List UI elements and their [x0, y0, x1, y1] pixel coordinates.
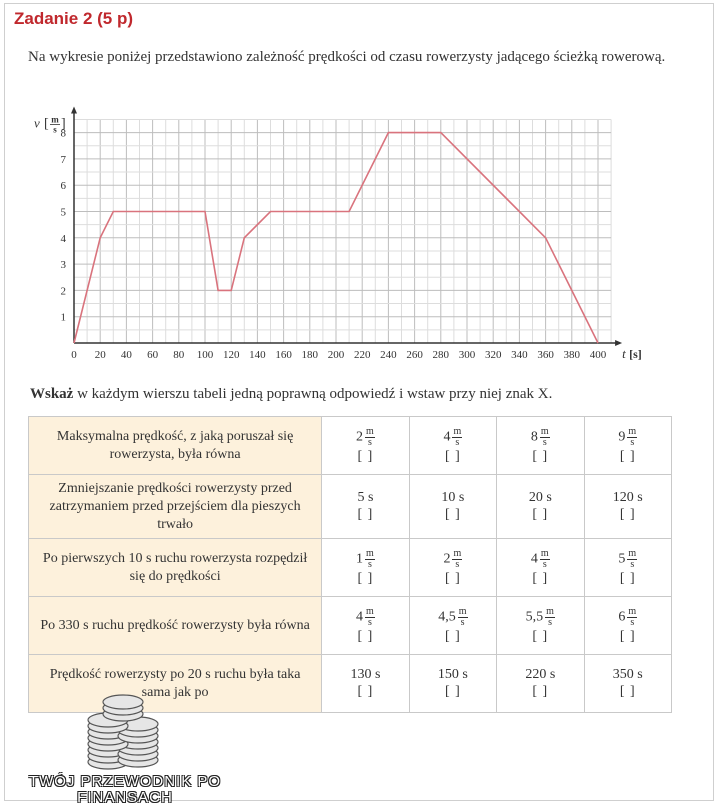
answer-checkbox[interactable]: [ ]: [357, 628, 374, 644]
x-axis-label: t: [622, 346, 626, 361]
y-tick-label: 2: [60, 285, 66, 298]
x-tick-label: 300: [458, 349, 476, 361]
option-label: [613, 490, 643, 506]
unit-denominator: s: [455, 558, 460, 570]
unit-denominator: s: [367, 558, 372, 570]
table-row: [29, 597, 672, 655]
answer-checkbox[interactable]: [ ]: [532, 507, 549, 522]
unit-denominator: s: [630, 616, 635, 628]
option-value: 130 s: [350, 667, 381, 682]
unit-denominator: s: [542, 436, 547, 448]
unit-numerator: m: [366, 605, 374, 617]
answer-option[interactable]: [497, 475, 584, 539]
table-row: [29, 475, 672, 539]
y-tick-label: 6: [60, 180, 66, 193]
option-value: 6: [618, 609, 626, 625]
unit-numerator: m: [453, 547, 462, 559]
question-cell: Po 330 s ruchu prędkość rowerzysty była równa: [29, 597, 322, 655]
option-value: 8: [530, 429, 538, 445]
answer-option[interactable]: [409, 597, 496, 655]
answer-checkbox[interactable]: [ ]: [357, 448, 374, 464]
option-value: 10 s: [441, 490, 465, 505]
option-label: [438, 607, 467, 628]
unit-fraction: [365, 607, 375, 628]
answer-checkbox[interactable]: [ ]: [532, 448, 549, 464]
option-value: 9: [618, 429, 626, 445]
x-axis-unit: [s]: [629, 347, 642, 361]
answer-option[interactable]: [322, 597, 409, 655]
unit-denominator: s: [367, 436, 372, 448]
answer-option[interactable]: [322, 417, 409, 475]
option-label: [356, 607, 375, 628]
y-tick-label: 3: [60, 259, 66, 272]
unit-fraction: [545, 607, 555, 628]
unit-denominator: s: [460, 616, 465, 628]
option-value: 5: [618, 551, 626, 567]
instruction-bold: Wskaż: [30, 386, 74, 402]
x-tick-label: 380: [563, 349, 581, 361]
answer-checkbox[interactable]: [ ]: [619, 448, 636, 464]
unit-fraction: [627, 607, 637, 628]
unit-numerator: m: [628, 547, 637, 559]
unit-fraction: [458, 607, 468, 628]
option-value: 120 s: [612, 490, 643, 505]
y-tick-label: 5: [60, 206, 66, 219]
option-value: 150 s: [437, 667, 468, 682]
unit-fraction: [627, 549, 637, 570]
answer-checkbox[interactable]: [ ]: [532, 684, 549, 699]
unit-denominator: s: [542, 558, 547, 570]
option-label: [618, 427, 637, 448]
x-tick-label: 280: [432, 349, 450, 361]
y-tick-label: 4: [60, 232, 66, 245]
answer-checkbox[interactable]: [ ]: [357, 570, 374, 586]
x-tick-label: 40: [120, 349, 132, 361]
y-tick-label: 7: [60, 153, 66, 166]
option-value: 4: [356, 609, 364, 625]
option-label: [443, 427, 462, 448]
x-tick-label: 260: [406, 349, 423, 361]
y-tick-label: 1: [60, 311, 66, 324]
unit-denominator: s: [630, 436, 635, 448]
option-label: [618, 607, 637, 628]
watermark-text: [0, 774, 250, 806]
answer-checkbox[interactable]: [ ]: [357, 684, 374, 699]
x-tick-label: 120: [222, 349, 240, 361]
answer-checkbox[interactable]: [ ]: [444, 570, 461, 586]
option-value: 5,5: [525, 609, 544, 625]
answer-option[interactable]: [409, 655, 496, 713]
y-unit-numerator: m: [51, 114, 59, 125]
answer-option[interactable]: [584, 539, 671, 597]
instruction-rest: w każdym wierszu tabeli jedną poprawną odpowiedź i wstaw przy niej znak X.: [73, 386, 553, 402]
option-value: 4,5: [438, 609, 456, 625]
x-tick-label: 240: [380, 349, 397, 361]
option-label: [350, 667, 380, 683]
x-tick-label: 140: [249, 349, 266, 361]
x-tick-label: 220: [353, 349, 371, 361]
x-tick-label: 60: [147, 349, 159, 361]
answer-option[interactable]: [497, 539, 584, 597]
task-title: Zadanie 2 (5 p): [14, 9, 134, 28]
x-tick-label: 100: [196, 349, 214, 361]
answer-checkbox[interactable]: [ ]: [619, 570, 636, 586]
unit-numerator: m: [628, 605, 637, 617]
option-value: 2: [356, 429, 364, 445]
answer-option[interactable]: [584, 475, 671, 539]
unit-fraction: [365, 549, 375, 570]
answer-option[interactable]: [584, 655, 671, 713]
option-value: 1: [356, 551, 364, 567]
answer-checkbox[interactable]: [ ]: [619, 628, 636, 644]
option-label: [356, 427, 375, 448]
y-tick-label: 8: [60, 127, 66, 140]
option-label: [531, 427, 550, 448]
y-axis-arrow: [71, 106, 77, 113]
option-value: 2: [443, 551, 451, 567]
x-tick-label: 0: [71, 349, 77, 361]
answer-option[interactable]: [497, 417, 584, 475]
unit-denominator: s: [367, 616, 372, 628]
x-tick-label: 160: [275, 349, 292, 361]
unit-denominator: s: [548, 616, 553, 628]
coin-stack-icon: [78, 694, 168, 772]
watermark-line2: FINANSACH: [77, 789, 173, 806]
unit-fraction: [365, 427, 375, 448]
answer-checkbox[interactable]: [ ]: [444, 507, 461, 522]
option-value: 5 s: [357, 490, 374, 505]
x-tick-label: 360: [537, 349, 554, 361]
answer-checkbox[interactable]: [ ]: [357, 507, 374, 522]
unit-fraction: [540, 427, 550, 448]
unit-numerator: m: [540, 425, 549, 437]
question-cell: Po pierwszych 10 s ruchu rowerzysta rozpędził się do prędkości: [29, 539, 322, 597]
answer-option[interactable]: [322, 539, 409, 597]
answer-checkbox[interactable]: [ ]: [444, 684, 461, 699]
option-label: [438, 667, 468, 683]
option-label: [356, 549, 375, 570]
answer-option[interactable]: [322, 655, 409, 713]
unit-denominator: s: [455, 436, 460, 448]
answer-checkbox[interactable]: [ ]: [532, 570, 549, 586]
answer-table: [28, 416, 672, 713]
option-value: 4: [530, 551, 538, 567]
option-label: [613, 667, 643, 683]
velocity-time-chart: [30, 100, 650, 370]
answer-option[interactable]: [497, 655, 584, 713]
x-tick-label: 80: [173, 349, 185, 361]
answer-checkbox[interactable]: [ ]: [532, 628, 549, 644]
x-tick-label: 320: [484, 349, 502, 361]
answer-option[interactable]: [409, 417, 496, 475]
option-label: [357, 490, 373, 506]
answer-option[interactable]: [584, 597, 671, 655]
option-value: 4: [443, 429, 451, 445]
y-axis-label: v: [34, 115, 40, 131]
answer-checkbox[interactable]: [ ]: [444, 628, 461, 644]
option-label: [618, 549, 637, 570]
answer-checkbox[interactable]: [ ]: [619, 684, 636, 699]
answer-option[interactable]: [584, 417, 671, 475]
option-value: 220 s: [525, 667, 556, 682]
unit-fraction: [627, 427, 637, 448]
unit-denominator: s: [630, 558, 635, 570]
answer-checkbox[interactable]: [ ]: [444, 448, 461, 464]
unit-numerator: m: [366, 547, 374, 559]
option-label: [443, 549, 462, 570]
table-row: [29, 539, 672, 597]
table-row: [29, 417, 672, 475]
answer-option[interactable]: [409, 539, 496, 597]
unit-fraction: [540, 549, 550, 570]
unit-fraction: [452, 427, 462, 448]
option-label: [526, 607, 555, 628]
x-tick-label: 340: [511, 349, 528, 361]
option-value: 20 s: [528, 490, 552, 505]
unit-numerator: m: [458, 605, 467, 617]
question-cell: Zmniejszanie prędkości rowerzysty przed zatrzymaniem przed przejściem dla pieszych trwało: [29, 475, 322, 539]
x-tick-label: 180: [301, 349, 319, 361]
option-value: 350 s: [612, 667, 643, 682]
answer-checkbox[interactable]: [ ]: [619, 507, 636, 522]
answer-option[interactable]: [497, 597, 584, 655]
x-axis-arrow: [615, 340, 622, 346]
watermark-line1: TWÓJ PRZEWODNIK PO: [28, 773, 222, 790]
y-unit-denominator: s: [53, 124, 57, 135]
option-label: [529, 490, 552, 506]
task-intro: Na wykresie poniżej przedstawiono zależność prędkości od czasu rowerzysty jadącego ścieżką rowerową.: [28, 49, 666, 65]
unit-fraction: [452, 549, 462, 570]
question-cell: Maksymalna prędkość, z jaką poruszał się rowerzysta, była równa: [29, 417, 322, 475]
y-axis-bracket-right: ]: [61, 116, 66, 132]
answer-option[interactable]: [322, 475, 409, 539]
question-cell: Prędkość rowerzysty po 20 s ruchu była taka sama jak po: [29, 655, 322, 713]
instruction-text: [30, 386, 552, 403]
x-tick-label: 400: [589, 349, 607, 361]
unit-numerator: m: [366, 425, 374, 437]
unit-numerator: m: [546, 605, 554, 617]
answer-option[interactable]: [409, 475, 496, 539]
unit-numerator: m: [628, 425, 637, 437]
x-tick-label: 20: [94, 349, 106, 361]
unit-numerator: m: [540, 547, 549, 559]
x-tick-label: 200: [327, 349, 345, 361]
unit-numerator: m: [453, 425, 462, 437]
option-label: [525, 667, 555, 683]
option-label: [441, 490, 464, 506]
y-axis-bracket-left: [: [44, 116, 49, 132]
option-label: [531, 549, 550, 570]
